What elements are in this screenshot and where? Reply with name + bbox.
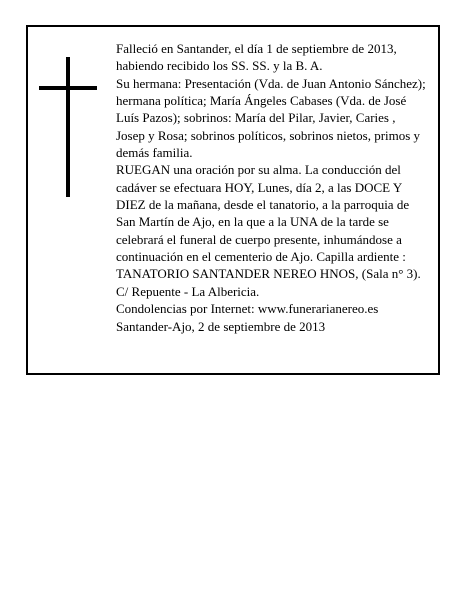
- obituary-text: [116, 40, 426, 335]
- obituary-notice: [26, 25, 440, 375]
- cross-icon-crossbar: [39, 86, 97, 90]
- condolences-line: Condolencias por Internet: www.funerarianereo.es: [116, 301, 379, 317]
- family-list: Su hermana: Presentación (Vda. de Juan Antonio Sánchez); hermana política; María Ángeles Cabases (Vda. de José Luís Pazos); sobrinos: María del Pilar, Javier, Caries , Josep y Rosa; sobrinos políticos, sobrinos nietos, primos y demás familia.: [116, 75, 426, 161]
- death-announcement: Falleció en Santander, el día 1 de septiembre de 2013, habiendo recibido los SS. SS. y la B. A.: [116, 41, 397, 74]
- place-date-line: Santander-Ajo, 2 de septiembre de 2013: [116, 318, 326, 334]
- cross-icon: [66, 57, 70, 197]
- funeral-details: RUEGAN una oración por su alma. La conducción del cadáver se efectuara HOY, Lunes, día 2, a las DOCE Y DIEZ de la mañana, desde el tanatorio, a la parroquia de San Martín de Ajo, en la que a la UNA de la tarde se celebrará el funeral de cuerpo presente, inhumándose a continuación en el cementerio de Ajo. Capilla ardiente : TANATORIO SANTANDER NEREO HNOS, (Sala n° 3). C/ Repuente - La Albericia.: [116, 162, 421, 299]
